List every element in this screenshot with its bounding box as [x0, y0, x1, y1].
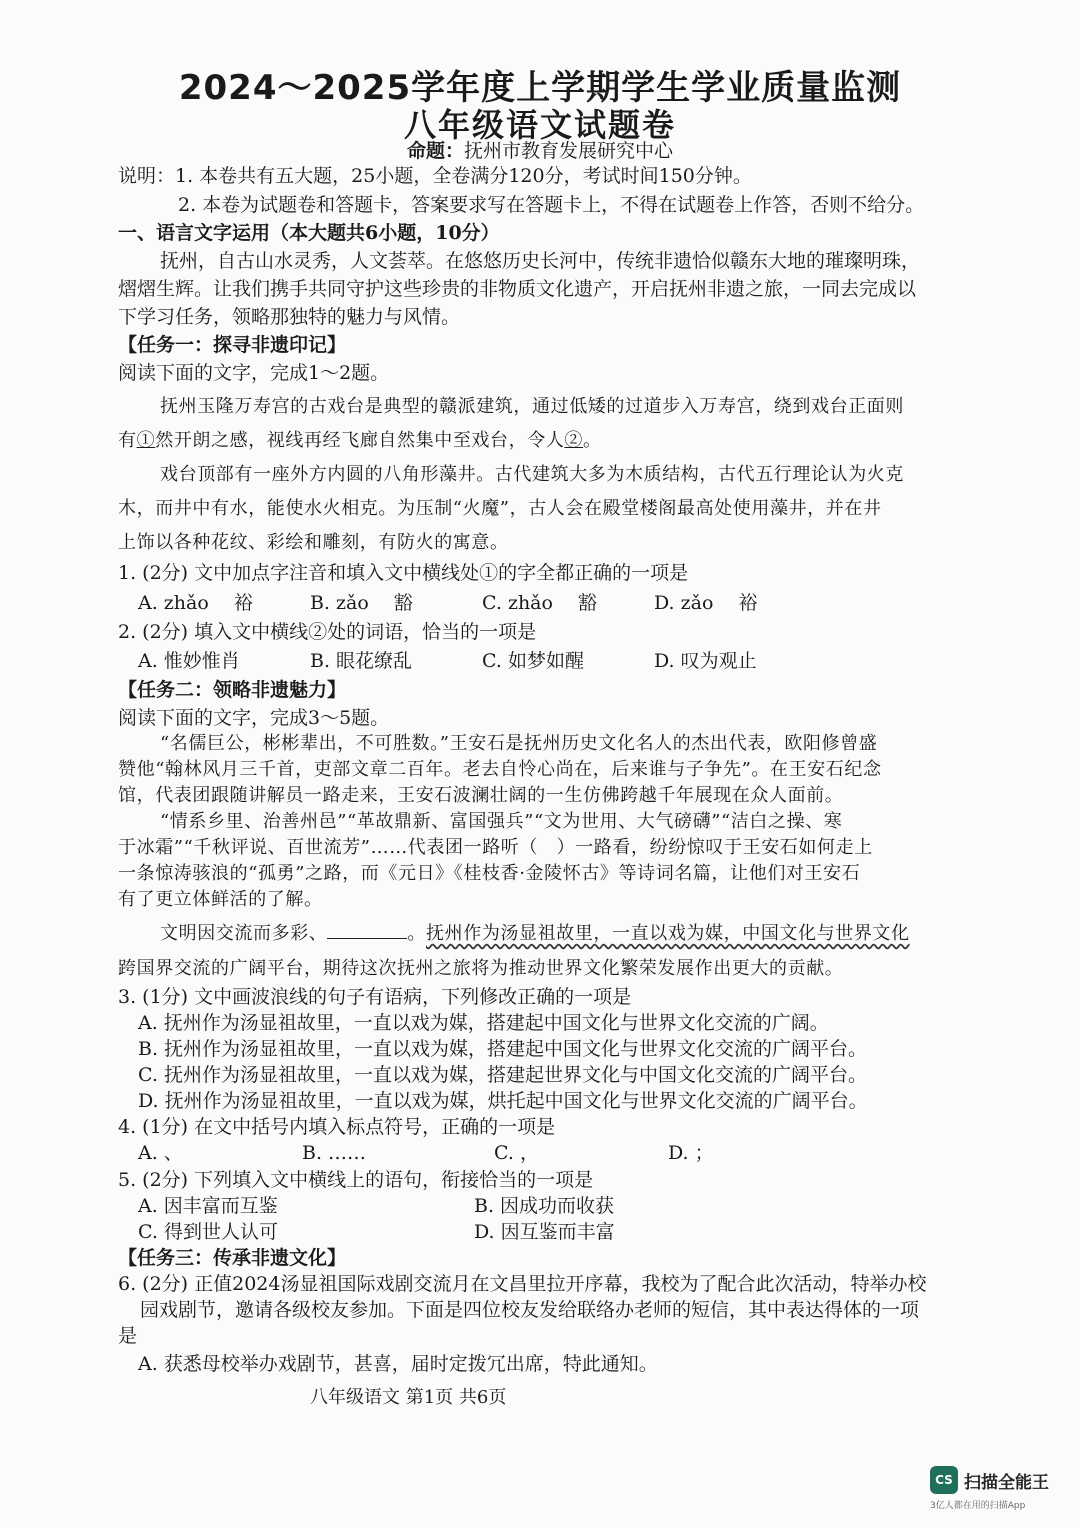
- section-1-intro-3: 下学习任务，领略那独特的魅力与风情。: [118, 306, 461, 328]
- task-3-heading: 【任务三：传承非遗文化】: [118, 1247, 347, 1269]
- question-1-option-b: B. zǎo 豁: [310, 592, 413, 614]
- task-2-passage-line-9: 跨国界交流的广阔平台，期待这次抚州之旅将为推动世界文化繁荣发展作出更大的贡献。: [118, 958, 844, 979]
- exam-title: 2024～2025学年度上学期学生学业质量监测: [178, 68, 902, 108]
- question-3-option-d: D. 抚州作为汤显祖故里，一直以戏为媒，烘托起中国文化与世界文化交流的广阔平台。: [138, 1090, 868, 1112]
- task-1-passage-line-4: 木，而井中有水，能使水火相克。为压制“火魔”，古人会在殿堂楼阁最高处使用藻井，并在井: [118, 498, 882, 519]
- question-2-option-d: D. 叹为观止: [654, 650, 757, 672]
- task-2-heading: 【任务二：领略非遗魅力】: [118, 679, 347, 701]
- question-5-option-b: B. 因成功而收获: [474, 1195, 615, 1217]
- question-6-stem-2: 园戏剧节，邀请各级校友参加。下面是四位校友发给联络办老师的短信，其中表达得体的一项: [140, 1299, 920, 1321]
- scanner-watermark: [930, 1466, 1060, 1516]
- question-2-option-b: B. 眼花缭乱: [310, 650, 413, 672]
- question-1-option-c: C. zhǎo 豁: [482, 592, 597, 614]
- task-2-passage-line-8: 文明因交流而多彩、 。抚州作为汤显祖故里，一直以戏为媒，中国文化与世界文化: [160, 923, 910, 944]
- section-1-intro-1: 抚州，自古山水灵秀，人文荟萃。在悠悠历史长河中，传统非遗恰似赣东大地的璀璨明珠，: [160, 250, 921, 272]
- instruction-line-1: 说明：1. 本卷共有五大题，25小题，全卷满分120分，考试时间150分钟。: [118, 165, 752, 187]
- question-3-option-b: B. 抚州作为汤显祖故里，一直以戏为媒，搭建起中国文化与世界文化交流的广阔平台。: [138, 1038, 868, 1060]
- section-1-heading: 一、语言文字运用（本大题共6小题，10分）: [118, 222, 500, 244]
- task-1-passage-line-1: 抚州玉隆万寿宫的古戏台是典型的赣派建筑，通过低矮的过道步入万寿宫，绕到戏台正面则: [160, 396, 904, 417]
- task-1-instruction: 阅读下面的文字，完成1～2题。: [118, 362, 390, 384]
- page-footer: 八年级语文 第1页 共6页: [310, 1387, 507, 1408]
- task-2-instruction: 阅读下面的文字，完成3～5题。: [118, 707, 390, 729]
- cs-logo-icon: CS: [930, 1466, 958, 1494]
- question-6-option-a: A. 获悉母校举办戏剧节，甚喜，届时定拨冗出席，特此通知。: [138, 1353, 658, 1375]
- question-3-stem: 3. (1分) 文中画波浪线的句子有语病，下列修改正确的一项是: [118, 986, 632, 1008]
- author-org: 抚州市教育发展研究中心: [464, 140, 674, 162]
- question-5-option-a: A. 因丰富而互鉴: [138, 1195, 278, 1217]
- scanner-app-name: 扫描全能王: [964, 1473, 1049, 1493]
- question-4-stem: 4. (1分) 在文中括号内填入标点符号，正确的一项是: [118, 1116, 556, 1138]
- question-1-option-a: A. zhǎo 裕: [138, 592, 253, 614]
- task-2-passage-line-6: 一条惊涛骇浪的“孤勇”之路，而《元日》《桂枝香·金陵怀古》等诗词名篇，让他们对王安石: [118, 863, 861, 884]
- question-1-stem: 1. (2分) 文中加点字注音和填入文中横线处①的字全都正确的一项是: [118, 562, 689, 584]
- task-1-passage-line-2: 有①然开朗之感，视线再经飞廊自然集中至戏台，令人②。: [118, 430, 602, 451]
- section-1-intro-2: 熠熠生辉。让我们携手共同守护这些珍贵的非物质文化遗产，开启抚州非遗之旅，一同去完成以: [118, 278, 917, 300]
- question-4-option-b: B. ……: [302, 1142, 367, 1164]
- question-5-option-c: C. 得到世人认可: [138, 1221, 278, 1243]
- task-1-passage-line-3: 戏台顶部有一座外方内圆的八角形藻井。古代建筑大多为木质结构，古代五行理论认为火克: [160, 464, 904, 485]
- question-5-option-d: D. 因互鉴而丰富: [474, 1221, 615, 1243]
- task-2-passage-line-4: “情系乡里、治善州邑”“革故鼎新、富国强兵”“文为世用、大气磅礴”“洁白之操、寒: [160, 811, 843, 832]
- instruction-line-2: 2. 本卷为试题卷和答题卡，答案要求写在答题卡上，不得在试题卷上作答，否则不给分。: [178, 194, 925, 216]
- task-2-passage-line-3: 馆，代表团跟随讲解员一路走来，王安石波澜壮阔的一生仿佛跨越千年展现在众人面前。: [118, 785, 844, 806]
- question-2-stem: 2. (2分) 填入文中横线②处的词语，恰当的一项是: [118, 621, 537, 643]
- scanner-tagline: 3亿人都在用的扫描App: [930, 1501, 1026, 1511]
- blank-2: ②: [564, 430, 584, 451]
- question-4-option-c: C. ，: [494, 1142, 539, 1164]
- fill-blank: [327, 922, 407, 939]
- author-label: 命题：: [406, 140, 464, 162]
- question-3-option-c: C. 抚州作为汤显祖故里，一直以戏为媒，搭建起世界文化与中国文化交流的广阔平台。: [138, 1064, 867, 1086]
- exam-subtitle: 八年级语文试题卷: [403, 106, 676, 144]
- blank-1: ①: [136, 430, 156, 451]
- wavy-underlined-sentence: 抚州作为汤显祖故里，一直以戏为媒，中国文化与世界文化: [426, 923, 910, 944]
- task-1-passage-line-5: 上饰以各种花纹、彩绘和雕刻，有防火的寓意。: [118, 532, 509, 553]
- question-2-option-c: C. 如梦如醒: [482, 650, 584, 672]
- author-line: [0, 136, 1080, 163]
- question-3-option-a: A. 抚州作为汤显祖故里，一直以戏为媒，搭建起中国文化与世界文化交流的广阔。: [138, 1012, 829, 1034]
- task-2-passage-line-1: “名儒巨公，彬彬辈出，不可胜数。”王安石是抚州历史文化名人的杰出代表，欧阳修曾盛: [160, 733, 878, 754]
- question-1-option-d: D. zǎo 裕: [654, 592, 758, 614]
- task-2-passage-line-7: 有了更立体鲜活的了解。: [118, 889, 323, 910]
- question-2-option-a: A. 惟妙惟肖: [138, 650, 240, 672]
- task-1-heading: 【任务一：探寻非遗印记】: [118, 334, 347, 356]
- question-6-stem-3: 是: [118, 1325, 138, 1347]
- task-2-passage-line-2: 赞他“翰林风月三千首，吏部文章二百年。老去自怜心尚在，后来谁与子争先”。在王安石纪念: [118, 759, 882, 780]
- task-2-passage-line-5: 于冰霜”“千秋评说、百世流芳”……代表团一路听（ ）一路看，纷纷惊叹于王安石如何走上: [118, 837, 873, 858]
- question-4-option-a: A. 、: [138, 1142, 183, 1164]
- question-5-stem: 5. (2分) 下列填入文中横线上的语句，衔接恰当的一项是: [118, 1169, 594, 1191]
- question-4-option-d: D. ；: [668, 1142, 714, 1164]
- question-6-stem-1: 6. (2分) 正值2024汤显祖国际戏剧交流月在文昌里拉开序幕，我校为了配合此次活动，特举办校: [118, 1273, 927, 1295]
